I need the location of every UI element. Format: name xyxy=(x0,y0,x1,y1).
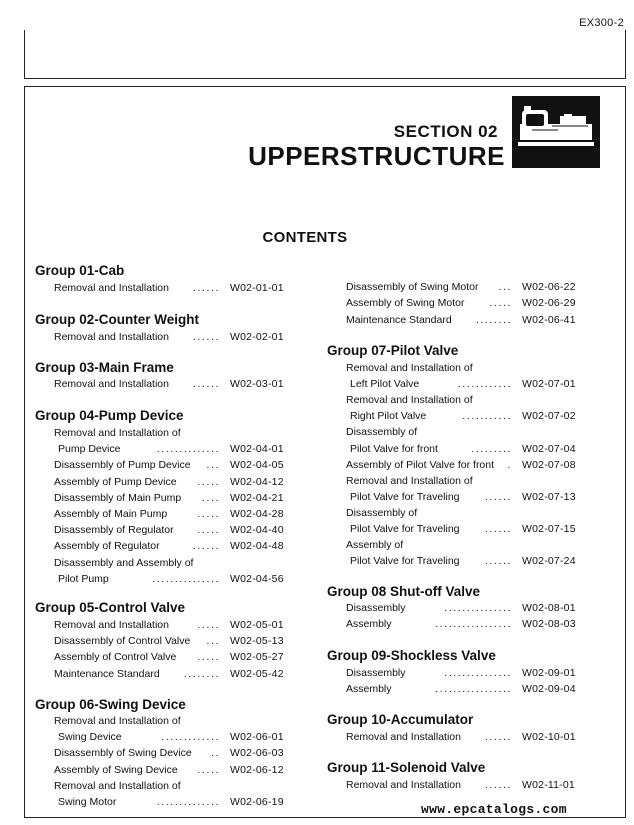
toc-page-code: W02-06-19 xyxy=(230,796,284,808)
toc-leader-dots: ..... xyxy=(197,619,220,631)
toc-leader-dots: ............ xyxy=(457,378,512,391)
toc-leader-dots: ............... xyxy=(444,667,512,679)
toc-entry-label: Removal and Installation of xyxy=(346,394,473,407)
toc-page-code: W02-04-48 xyxy=(230,540,284,553)
toc-entry-label: Assembly of Swing Motor xyxy=(346,297,465,310)
toc-leader-dots: ............. xyxy=(161,731,220,744)
group-heading: Group 03-Main Frame xyxy=(35,360,174,375)
toc-entry-label: Disassembly of Swing Motor xyxy=(346,281,479,293)
toc-page-code: W02-05-01 xyxy=(230,619,284,631)
toc-leader-dots: ...... xyxy=(484,523,512,535)
group-heading: Group 06-Swing Device xyxy=(35,697,186,712)
toc-page-code: W02-04-28 xyxy=(230,508,284,520)
toc-entry-label: Assembly of Control Valve xyxy=(54,651,177,664)
toc-page-code: W02-11-01 xyxy=(522,779,575,791)
toc-leader-dots: ......... xyxy=(471,442,512,455)
toc-leader-dots: ...... xyxy=(192,378,220,390)
toc-entry-label: Assembly of Pump Device xyxy=(54,475,177,488)
toc-leader-dots: ...... xyxy=(484,779,512,791)
toc-entry-label: Pilot Valve for Traveling xyxy=(350,490,460,503)
toc-entry-label: Removal and Installation xyxy=(54,282,169,294)
toc-entry-label: Disassembly of Regulator xyxy=(54,524,174,537)
toc-page-code: W02-05-42 xyxy=(230,667,284,680)
toc-page-code: W02-08-01 xyxy=(522,602,576,614)
group-heading: Group 10-Accumulator xyxy=(327,712,474,727)
toc-leader-dots: ...... xyxy=(192,540,220,553)
toc-leader-dots: ...... xyxy=(192,282,220,294)
toc-leader-dots: ..... xyxy=(197,524,220,537)
section-number: SECTION 02 xyxy=(393,122,498,141)
group-heading: Group 07-Pilot Valve xyxy=(327,343,459,358)
toc-page-code: W02-03-01 xyxy=(230,378,284,390)
toc-leader-dots: ..... xyxy=(197,508,220,520)
toc-page-code: W02-06-03 xyxy=(230,747,284,760)
toc-entry-label: Disassembly of Pump Device xyxy=(54,459,191,472)
toc-page-code: W02-05-27 xyxy=(230,651,284,664)
header-frame xyxy=(24,30,626,79)
toc-entry-label: Assembly of Pilot Valve for front xyxy=(346,458,495,471)
toc-entry-label: Assembly xyxy=(346,683,392,696)
toc-entry-label: Assembly xyxy=(346,618,392,631)
toc-page-code: W02-04-05 xyxy=(230,459,284,472)
excavator-cab-icon xyxy=(512,96,600,168)
toc-entry-label: Removal and Installation of xyxy=(54,779,181,792)
toc-entry-label: Maintenance Standard xyxy=(346,313,452,326)
toc-leader-dots: ........... xyxy=(462,410,512,423)
toc-entry-label: Assembly of xyxy=(346,539,404,552)
toc-entry-label: Left Pilot Valve xyxy=(350,378,420,391)
toc-entry-label: Disassembly xyxy=(346,602,406,614)
toc-entry-label: Maintenance Standard xyxy=(54,667,160,680)
contents-heading: CONTENTS xyxy=(262,229,348,246)
toc-page-code: W02-07-04 xyxy=(522,442,576,455)
toc-entry-label: Pilot Valve for Traveling xyxy=(350,555,460,568)
toc-entry-label: Assembly of Swing Device xyxy=(54,763,178,776)
toc-leader-dots: ........ xyxy=(183,667,220,680)
toc-page-code: W02-06-12 xyxy=(230,763,284,776)
toc-leader-dots: .. xyxy=(210,747,220,760)
toc-page-code: W02-09-04 xyxy=(522,683,576,696)
toc-entry-label: Disassembly of Swing Device xyxy=(54,747,192,760)
toc-entry-label: Removal and Installation xyxy=(346,731,461,743)
toc-entry-label: Pilot Pump xyxy=(58,572,109,585)
toc-leader-dots: .... xyxy=(201,491,220,504)
toc-entry-label: Removal and Installation of xyxy=(54,715,181,727)
toc-entry-label: Disassembly of Control Valve xyxy=(54,635,191,648)
document-id: EX300-2 xyxy=(579,17,624,29)
toc-entry-label: Removal and Installation of xyxy=(54,427,181,439)
toc-leader-dots: ............... xyxy=(444,602,512,614)
toc-entry-label: Disassembly and Assembly of xyxy=(54,556,194,569)
toc-leader-dots: ... xyxy=(206,459,220,472)
toc-page-code: W02-04-21 xyxy=(230,491,284,504)
toc-page-code: W02-04-56 xyxy=(230,572,284,585)
group-heading: Group 05-Control Valve xyxy=(35,600,186,615)
toc-page-code: W02-04-40 xyxy=(230,524,284,537)
toc-entry-label: Pilot Valve for front xyxy=(350,442,438,455)
toc-page-code: W02-07-08 xyxy=(522,458,576,471)
toc-entry-label: Disassembly xyxy=(346,667,406,679)
toc-page-code: W02-06-22 xyxy=(522,281,576,293)
toc-page-code: W02-02-01 xyxy=(230,331,284,343)
toc-entry-label: Disassembly of Main Pump xyxy=(54,491,182,504)
toc-leader-dots: ... xyxy=(206,635,220,648)
toc-entry-label: Assembly of Main Pump xyxy=(54,508,168,520)
toc-page-code: W02-08-03 xyxy=(522,618,576,631)
group-heading: Group 11-Solenoid Valve xyxy=(327,760,486,775)
toc-entry-label: Swing Device xyxy=(58,731,122,744)
toc-page-code: W02-01-01 xyxy=(230,282,284,294)
toc-page-code: W02-05-13 xyxy=(230,635,284,648)
toc-page-code: W02-07-24 xyxy=(522,555,576,568)
toc-entry-label: Right Pilot Valve xyxy=(350,410,427,423)
group-heading: Group 09-Shockless Valve xyxy=(327,648,496,663)
section-title: UPPERSTRUCTURE xyxy=(248,141,505,171)
toc-page-code: W02-06-01 xyxy=(230,731,284,744)
toc-leader-dots: ...... xyxy=(484,490,512,503)
toc-page-code: W02-07-01 xyxy=(522,378,576,391)
toc-page-code: W02-04-01 xyxy=(230,443,284,456)
toc-leader-dots: ..... xyxy=(197,763,220,776)
toc-leader-dots: ...... xyxy=(484,555,512,568)
toc-leader-dots: ............... xyxy=(152,572,220,585)
toc-entry-label: Pump Device xyxy=(58,443,121,456)
toc-leader-dots: ... xyxy=(498,281,512,293)
toc-entry-label: Removal and Installation xyxy=(54,378,169,390)
group-heading: Group 08 Shut-off Valve xyxy=(327,584,481,599)
toc-leader-dots: .............. xyxy=(156,796,220,808)
toc-leader-dots: ..... xyxy=(197,651,220,664)
toc-entry-label: Pilot Valve for Traveling xyxy=(350,523,460,535)
toc-page-code: W02-10-01 xyxy=(522,731,576,743)
toc-page-code: W02-06-29 xyxy=(522,297,576,310)
toc-page-code: W02-07-13 xyxy=(522,490,576,503)
toc-leader-dots: ...... xyxy=(484,731,512,743)
toc-entry-label: Removal and Installation xyxy=(54,331,169,343)
group-heading: Group 02-Counter Weight xyxy=(35,312,199,327)
toc-entry-label: Removal and Installation xyxy=(54,619,169,631)
toc-leader-dots: ...... xyxy=(192,331,220,343)
toc-page-code: W02-07-15 xyxy=(522,523,576,535)
group-heading: Group 04-Pump Device xyxy=(35,408,184,423)
toc-page-code: W02-04-12 xyxy=(230,475,284,488)
toc-leader-dots: ..... xyxy=(197,475,220,488)
toc-entry-label: Disassembly of xyxy=(346,506,418,519)
toc-leader-dots: ........ xyxy=(475,313,512,326)
toc-leader-dots: . xyxy=(507,458,512,471)
toc-entry-label: Disassembly of xyxy=(346,426,418,439)
toc-entry-label: Removal and Installation xyxy=(346,779,461,791)
toc-page-code: W02-07-02 xyxy=(522,410,576,423)
toc-leader-dots: .............. xyxy=(156,443,220,456)
toc-leader-dots: ..... xyxy=(489,297,512,310)
toc-entry-label: Swing Motor xyxy=(58,796,117,808)
toc-entry-label: Removal and Installation of xyxy=(346,474,473,487)
watermark-link[interactable]: www.epcatalogs.com xyxy=(421,802,567,817)
toc-leader-dots: ................. xyxy=(435,618,512,631)
toc-entry-label: Assembly of Regulator xyxy=(54,540,160,553)
toc-page-code: W02-09-01 xyxy=(522,667,576,679)
toc-leader-dots: ................. xyxy=(435,683,512,696)
group-heading: Group 01-Cab xyxy=(35,263,125,278)
toc-page-code: W02-06-41 xyxy=(522,313,576,326)
toc-entry-label: Removal and Installation of xyxy=(346,362,473,374)
